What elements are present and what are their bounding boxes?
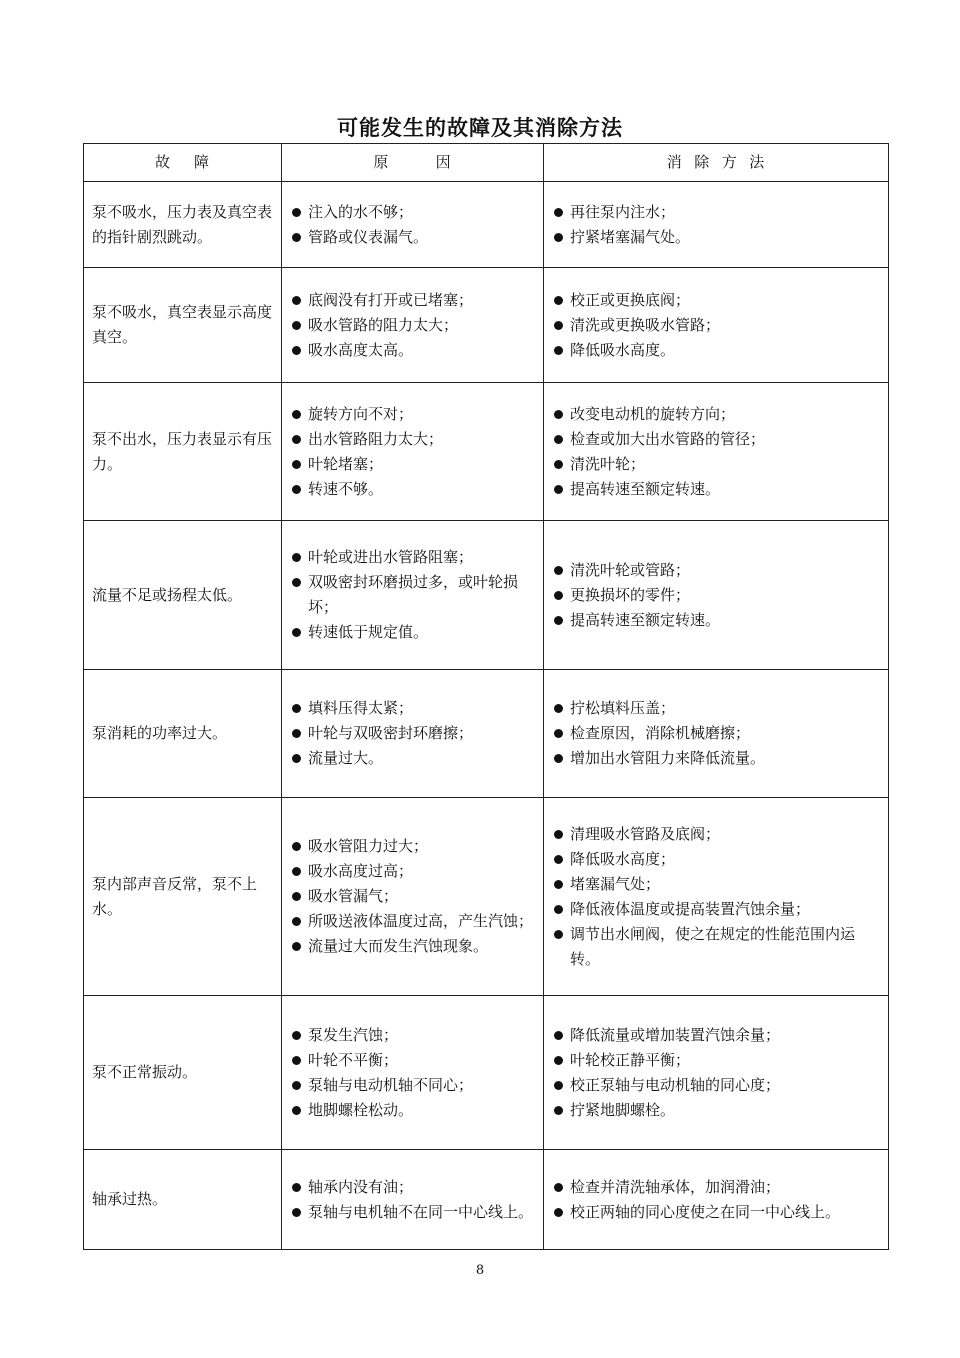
cause-item: 注入的水不够； (288, 200, 535, 225)
fault-cell: 泵不吸水，压力表及真空表的指针剧烈跳动。 (84, 182, 282, 268)
cause-item: 转速不够。 (288, 477, 535, 502)
remedy-item: 清洗叶轮； (550, 452, 880, 477)
remedy-item: 拧松填料压盖； (550, 696, 880, 721)
table-row (84, 996, 889, 1150)
remedy-item: 改变电动机的旋转方向； (550, 402, 880, 427)
cause-item: 填料压得太紧； (288, 696, 535, 721)
remedy-item: 叶轮校正静平衡； (550, 1048, 880, 1073)
cause-item: 流量过大。 (288, 746, 535, 771)
remedy-item: 拧紧地脚螺栓。 (550, 1098, 880, 1123)
cause-cell (282, 798, 544, 996)
remedy-cell (544, 996, 889, 1150)
remedy-item: 降低吸水高度； (550, 847, 880, 872)
remedy-item: 更换损坏的零件； (550, 583, 880, 608)
table-row (84, 798, 889, 996)
cause-cell (282, 996, 544, 1150)
cause-item: 叶轮与双吸密封环磨擦； (288, 721, 535, 746)
page-number: 8 (475, 1263, 485, 1278)
cause-item: 双吸密封环磨损过多，或叶轮损坏； (288, 570, 535, 620)
remedy-item: 提高转速至额定转速。 (550, 477, 880, 502)
cause-item: 吸水管漏气； (288, 884, 535, 909)
cause-item: 泵轴与电动机轴不同心； (288, 1073, 535, 1098)
fault-cell: 轴承过热。 (84, 1150, 282, 1250)
remedy-cell (544, 521, 889, 670)
cause-item: 地脚螺栓松动。 (288, 1098, 535, 1123)
table-row (84, 521, 889, 670)
cause-item: 叶轮堵塞； (288, 452, 535, 477)
cause-item: 轴承内没有油； (288, 1175, 535, 1200)
cause-item: 底阀没有打开或已堵塞； (288, 288, 535, 313)
remedy-item: 清理吸水管路及底阀； (550, 822, 880, 847)
cause-cell (282, 670, 544, 798)
remedy-item: 检查或加大出水管路的管径； (550, 427, 880, 452)
table-row (84, 268, 889, 383)
remedy-cell (544, 182, 889, 268)
remedy-cell (544, 268, 889, 383)
remedy-cell (544, 383, 889, 521)
fault-cell: 泵不正常振动。 (84, 996, 282, 1150)
page-title: 可能发生的故障及其消除方法 (337, 116, 623, 140)
table-row (84, 670, 889, 798)
cause-item: 流量过大而发生汽蚀现象。 (288, 934, 535, 959)
remedy-item: 清洗叶轮或管路； (550, 558, 880, 583)
cause-item: 吸水管路的阻力太大； (288, 313, 535, 338)
fault-cell: 泵不吸水，真空表显示高度真空。 (84, 268, 282, 383)
cause-item: 转速低于规定值。 (288, 620, 535, 645)
remedy-item: 再往泵内注水； (550, 200, 880, 225)
cause-item: 叶轮不平衡； (288, 1048, 535, 1073)
cause-item: 旋转方向不对； (288, 402, 535, 427)
fault-cell: 流量不足或扬程太低。 (84, 521, 282, 670)
remedy-item: 增加出水管阻力来降低流量。 (550, 746, 880, 771)
cause-item: 出水管路阻力太大； (288, 427, 535, 452)
cause-item: 吸水高度过高； (288, 859, 535, 884)
fault-table (83, 143, 889, 1250)
table-header-row (84, 144, 889, 182)
cause-cell (282, 521, 544, 670)
remedy-item: 降低吸水高度。 (550, 338, 880, 363)
remedy-cell (544, 1150, 889, 1250)
remedy-item: 校正或更换底阀； (550, 288, 880, 313)
remedy-item: 调节出水闸阀，使之在规定的性能范围内运转。 (550, 922, 880, 972)
remedy-item: 拧紧堵塞漏气处。 (550, 225, 880, 250)
remedy-item: 校正两轴的同心度使之在同一中心线上。 (550, 1200, 880, 1225)
remedy-item: 检查原因，消除机械磨擦； (550, 721, 880, 746)
header-fault: 故 障 (84, 144, 282, 182)
cause-item: 吸水管阻力过大； (288, 834, 535, 859)
header-cause: 原 因 (282, 144, 544, 182)
table-row (84, 383, 889, 521)
fault-cell: 泵消耗的功率过大。 (84, 670, 282, 798)
remedy-item: 提高转速至额定转速。 (550, 608, 880, 633)
cause-item: 吸水高度太高。 (288, 338, 535, 363)
remedy-item: 校正泵轴与电动机轴的同心度； (550, 1073, 880, 1098)
cause-item: 所吸送液体温度过高，产生汽蚀； (288, 909, 535, 934)
cause-item: 管路或仪表漏气。 (288, 225, 535, 250)
table-row (84, 1150, 889, 1250)
cause-cell (282, 1150, 544, 1250)
remedy-item: 堵塞漏气处； (550, 872, 880, 897)
cause-item: 泵轴与电机轴不在同一中心线上。 (288, 1200, 535, 1225)
cause-cell (282, 383, 544, 521)
fault-cell: 泵不出水，压力表显示有压力。 (84, 383, 282, 521)
remedy-item: 清洗或更换吸水管路； (550, 313, 880, 338)
fault-cell: 泵内部声音反常，泵不上水。 (84, 798, 282, 996)
cause-cell (282, 182, 544, 268)
cause-item: 叶轮或进出水管路阻塞； (288, 545, 535, 570)
cause-item: 泵发生汽蚀； (288, 1023, 535, 1048)
remedy-cell (544, 670, 889, 798)
table-row (84, 182, 889, 268)
header-remedy: 消 除 方 法 (544, 144, 889, 182)
cause-cell (282, 268, 544, 383)
remedy-item: 降低流量或增加装置汽蚀余量； (550, 1023, 880, 1048)
remedy-cell (544, 798, 889, 996)
remedy-item: 检查并清洗轴承体，加润滑油； (550, 1175, 880, 1200)
remedy-item: 降低液体温度或提高装置汽蚀余量； (550, 897, 880, 922)
